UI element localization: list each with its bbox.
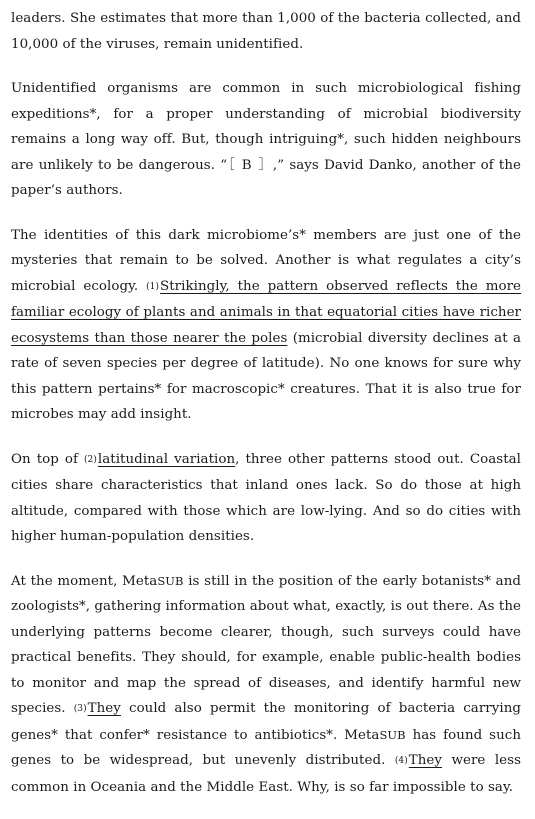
paragraph-1-text: leaders. She estimates that more than 1,000 of the bacteria collected, and 10,000 of the viruses, remain unidentified. [11, 11, 521, 52]
paragraph-5-text-mid-1: is still in the position of the early botanists* and zoologists*, gathering information about what, exactly, is out there. As the underlying patterns become clearer, though, such surveys could have practical benefits. They should, for example, enable public-health bodies to monitor and map the spread of diseases, and identify harmful new species. [11, 573, 522, 716]
paragraph-5-text-mid-2: could also permit the monitoring of bacteria carrying genes* that confer* resistance to antibiotics*. Meta [11, 701, 521, 743]
paragraph-3-text-after: (microbial diversity declines at a rate of seven species per degree of latitude). No one knows for sure why this pattern pertains* for macroscopic* creatures. That it is also true for microbes may add insight. [11, 330, 522, 422]
paragraph-2 [11, 76, 521, 204]
marker-4: (4) [394, 756, 408, 766]
underlined-passage-3: They [87, 701, 121, 716]
underlined-passage-1: Strikingly, the pattern observed reflects the more familiar ecology of plants and animals in that equatorial cities have richer ecosystems than those nearer the poles [11, 278, 521, 346]
paragraph-5-text-after: were less common in Oceania and the Middle East. Why, is so far impossible to say. [11, 753, 521, 795]
marker-3: (3) [73, 704, 87, 714]
metasub-smallcaps-2: SUB [379, 727, 406, 742]
marker-2: (2) [83, 454, 97, 465]
paragraph-3 [11, 223, 521, 428]
underlined-passage-2: latitudinal variation [97, 451, 236, 467]
document-page [11, 6, 521, 819]
paragraph-4-text-after: , three other patterns stood out. Coastal cities share characteristics that inland ones lack. So do those at high altitude, compared with those which are low-lying. And so do cities with higher human-population densities. [11, 451, 521, 544]
paragraph-2-after-blank: says David Danko, another of the paper’s authors. [11, 157, 522, 198]
metasub-smallcaps-1: SUB [157, 573, 184, 588]
underlined-passage-4: They [408, 753, 443, 768]
paragraph-4-text-before: On top of [11, 451, 84, 467]
paragraph-3-text-before: The identities of this dark microbiome’s* members are just one of the mysteries that remain to be solved. Another is what regulates a city’s microbial ecology. [11, 227, 521, 294]
paragraph-2-text: Unidentified organisms are common in such microbiological fishing expeditions*, for a proper understanding of microbial biodiversity remains a long way off. But, though intriguing*, such hidden neighbours are unlikely to be dangerous. [11, 81, 521, 173]
blank-b-open: “［ [220, 157, 236, 173]
blank-b-label: B [241, 157, 252, 173]
blank-b-close: ］,” [257, 157, 285, 173]
paragraph-5-text-before: At the moment, Meta [11, 573, 158, 589]
marker-1: (1) [146, 281, 160, 292]
paragraph-1 [11, 6, 521, 57]
paragraph-5-text-mid-3: has found such genes to be widespread, but unevenly distributed. [11, 727, 521, 768]
paragraph-4 [11, 447, 521, 550]
paragraph-5 [11, 569, 521, 801]
